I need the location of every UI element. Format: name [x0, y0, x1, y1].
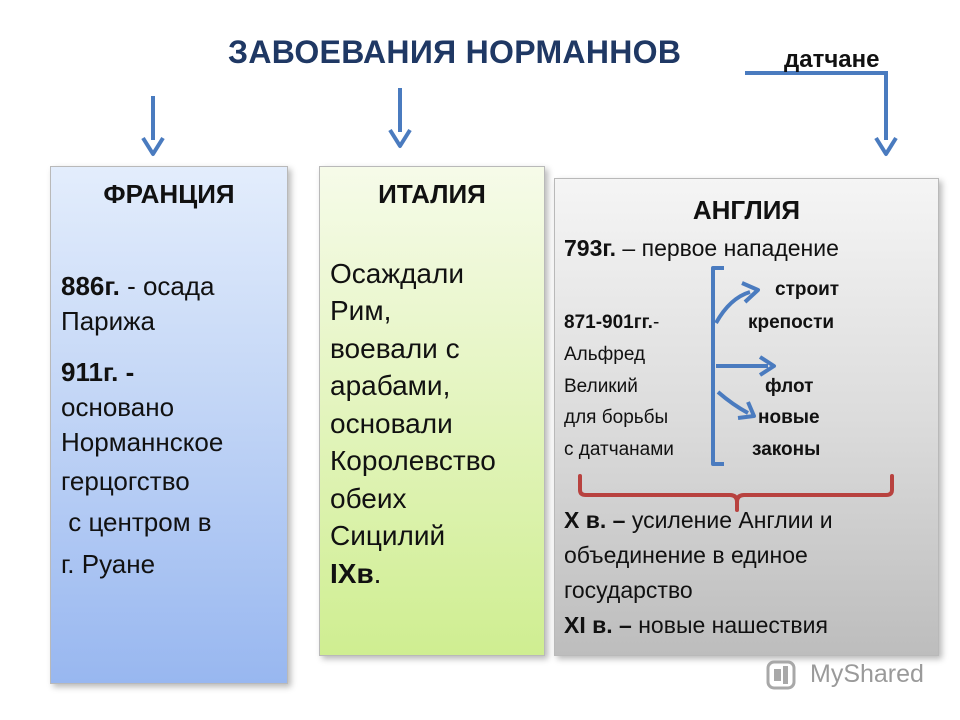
england-laws: законы: [752, 439, 821, 460]
france-line-5: Норманнское: [61, 427, 224, 457]
england-century-xi: XI в. –: [564, 612, 632, 638]
italy-line-4: арабами,: [330, 370, 451, 401]
watermark-text: MyShared: [810, 660, 924, 688]
italy-line-2: Рим,: [330, 295, 392, 326]
england-new: новые: [758, 407, 820, 428]
england-year-793: 793г.: [564, 235, 617, 261]
france-line-8: г. Руане: [61, 549, 156, 579]
italy-line-7: обеих: [330, 483, 407, 514]
england-danes: с датчанами: [564, 439, 674, 460]
england-alfred: Альфред: [564, 344, 646, 365]
france-line-4: основано: [61, 392, 175, 422]
italy-line-8: Сицилий: [330, 520, 446, 551]
england-builds: строит: [775, 279, 840, 300]
england-new-invasions: новые нашествия: [631, 612, 828, 638]
france-line-6: герцогство: [61, 466, 190, 496]
italy-line-1: Осаждали: [330, 258, 464, 289]
france-year-886: 886г.: [61, 271, 120, 301]
italy-period: .: [373, 558, 382, 589]
france-line-7: с центром в: [61, 507, 212, 537]
italy-line-3: воевали с: [330, 333, 460, 364]
england-state: государство: [564, 577, 693, 603]
england-first-attack: – первое нападение: [616, 235, 839, 261]
italy-heading: ИТАЛИЯ: [378, 179, 486, 209]
england-fortresses: крепости: [748, 312, 835, 333]
france-heading: ФРАНЦИЯ: [103, 179, 235, 209]
england-fleet: флот: [765, 376, 814, 397]
page-subtitle: датчане: [784, 46, 880, 73]
england-century-x: X в. –: [564, 507, 626, 533]
france-line-2: Парижа: [61, 306, 155, 336]
arrow-to-laws-icon: [718, 392, 754, 418]
england-unite: объединение в единое: [564, 542, 808, 568]
arrow-to-fleet-icon: [716, 357, 774, 375]
italy-line-5: основали: [330, 408, 453, 439]
france-siege: - осада: [119, 271, 215, 301]
italy-line-6: Королевство: [330, 445, 496, 476]
page-title: ЗАВОЕВАНИЯ НОРМАННОВ: [228, 34, 682, 70]
england-years-871-901: 871-901гг.: [564, 312, 653, 333]
england-fight: для борьбы: [564, 407, 669, 428]
england-great: Великий: [564, 376, 638, 397]
arrow-to-fortresses-icon: [716, 283, 758, 323]
england-years-dash: -: [652, 312, 660, 333]
england-strengthening: усиление Англии и: [625, 507, 833, 533]
france-line-3: 911г. -: [61, 357, 135, 387]
italy-century: IXв: [330, 558, 374, 589]
england-heading: АНГЛИЯ: [692, 195, 801, 225]
red-brace-icon: [580, 476, 892, 510]
